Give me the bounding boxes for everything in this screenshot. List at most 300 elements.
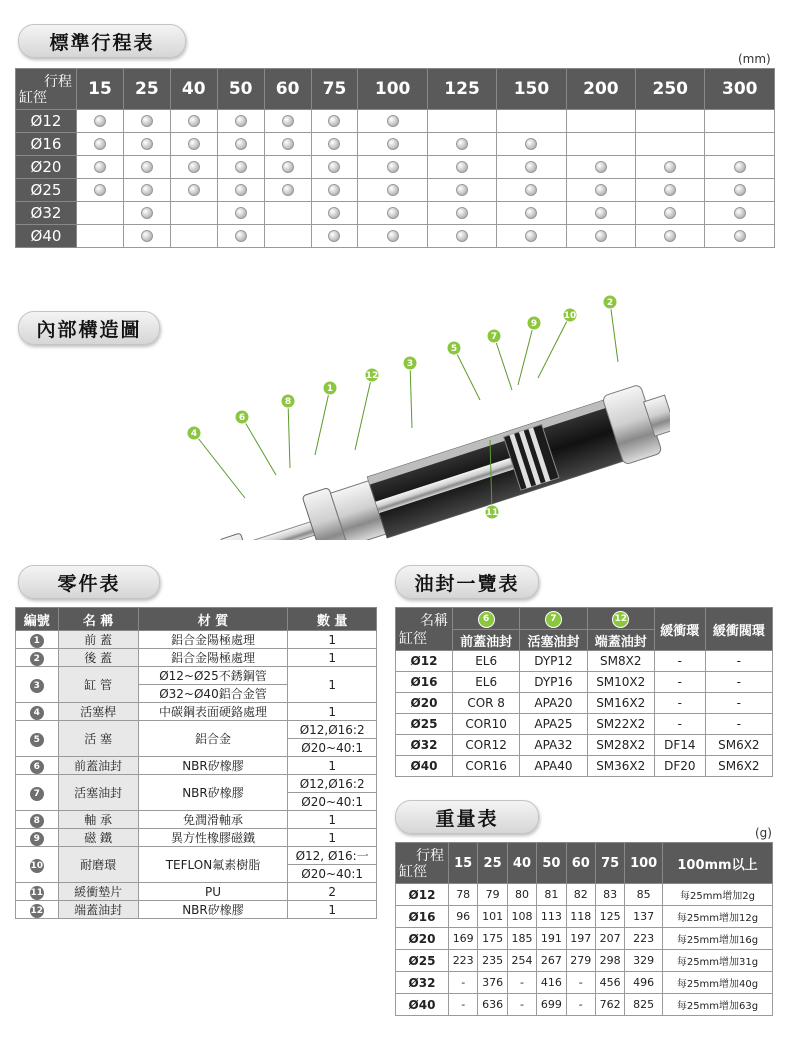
seals-cell: COR16 bbox=[453, 756, 520, 777]
seals-header-cushion-ring: 緩衝環 bbox=[654, 608, 705, 651]
stroke-row bbox=[16, 225, 775, 248]
weight-cell: 185 bbox=[507, 928, 536, 950]
weight-cell: 每25mm增加16g bbox=[662, 928, 772, 950]
part-number-badge: 11 bbox=[30, 887, 44, 898]
parts-name: 前 蓋 bbox=[58, 631, 138, 649]
seals-cell: SM22X2 bbox=[587, 714, 654, 735]
seals-row bbox=[396, 756, 773, 777]
stroke-cell bbox=[311, 179, 358, 202]
stroke-bore: Ø12 bbox=[16, 110, 77, 133]
stroke-cell bbox=[123, 133, 170, 156]
stroke-cell bbox=[264, 133, 311, 156]
seals-cell: - bbox=[705, 693, 772, 714]
weight-cell: 每25mm增加31g bbox=[662, 950, 772, 972]
available-dot-icon bbox=[387, 230, 399, 242]
stroke-cell bbox=[123, 202, 170, 225]
seals-cell: APA40 bbox=[520, 756, 587, 777]
parts-name: 耐磨環 bbox=[58, 847, 138, 883]
seals-cell: - bbox=[654, 672, 705, 693]
parts-name: 磁 鐵 bbox=[58, 829, 138, 847]
stroke-cell bbox=[311, 133, 358, 156]
parts-material: 鋁合金陽極處理 bbox=[138, 631, 288, 649]
weight-cell: 78 bbox=[449, 884, 478, 906]
parts-row bbox=[16, 649, 377, 667]
stroke-cell bbox=[77, 179, 124, 202]
parts-name: 活塞桿 bbox=[58, 703, 138, 721]
stroke-cell bbox=[264, 179, 311, 202]
stroke-table bbox=[15, 68, 775, 248]
available-dot-icon bbox=[328, 184, 340, 196]
available-dot-icon bbox=[235, 161, 247, 173]
weight-cell: 223 bbox=[625, 928, 663, 950]
stroke-cell bbox=[636, 110, 705, 133]
callout-10 bbox=[563, 308, 577, 322]
stroke-cell bbox=[566, 110, 635, 133]
weight-bore: Ø32 bbox=[396, 972, 449, 994]
callout-2 bbox=[603, 295, 617, 309]
parts-no bbox=[16, 667, 59, 703]
parts-qty: 1 bbox=[288, 811, 377, 829]
stroke-cell bbox=[497, 133, 566, 156]
cylinder-diagram bbox=[150, 290, 670, 540]
seals-cell: - bbox=[654, 693, 705, 714]
available-dot-icon bbox=[188, 161, 200, 173]
part-number-badge: 2 bbox=[30, 652, 44, 666]
weight-cell: - bbox=[566, 972, 595, 994]
available-dot-icon bbox=[235, 230, 247, 242]
weight-header: 40 bbox=[507, 843, 536, 884]
stroke-row bbox=[16, 179, 775, 202]
seals-row bbox=[396, 693, 773, 714]
stroke-cell bbox=[217, 225, 264, 248]
parts-material: 鋁合金 bbox=[138, 721, 288, 757]
available-dot-icon bbox=[141, 138, 153, 150]
callout-label: 12 bbox=[365, 371, 379, 381]
seals-row bbox=[396, 714, 773, 735]
parts-header-material: 材 質 bbox=[138, 608, 288, 631]
seals-bore: Ø25 bbox=[396, 714, 453, 735]
stroke-cell bbox=[358, 225, 427, 248]
stroke-header: 75 bbox=[311, 69, 358, 110]
seals-cell: SM6X2 bbox=[705, 756, 772, 777]
available-dot-icon bbox=[141, 207, 153, 219]
weight-cell: 496 bbox=[625, 972, 663, 994]
callout-label: 6 bbox=[238, 413, 246, 423]
callout-label: 2 bbox=[606, 298, 614, 308]
available-dot-icon bbox=[328, 138, 340, 150]
stroke-section-title: 標準行程表 bbox=[18, 24, 186, 58]
stroke-cell bbox=[123, 225, 170, 248]
weight-cell: 254 bbox=[507, 950, 536, 972]
stroke-header: 15 bbox=[77, 69, 124, 110]
available-dot-icon bbox=[141, 115, 153, 127]
available-dot-icon bbox=[734, 161, 746, 173]
seals-cell: COR12 bbox=[453, 735, 520, 756]
weight-cell: 223 bbox=[449, 950, 478, 972]
weight-cell: 每25mm增加2g bbox=[662, 884, 772, 906]
callout-label: 8 bbox=[284, 397, 292, 407]
parts-row bbox=[16, 847, 377, 865]
stroke-header: 150 bbox=[497, 69, 566, 110]
part-number-badge: 5 bbox=[30, 733, 44, 747]
weight-cell: 191 bbox=[537, 928, 566, 950]
stroke-cell bbox=[497, 179, 566, 202]
parts-no bbox=[16, 703, 59, 721]
available-dot-icon bbox=[328, 161, 340, 173]
parts-section-title: 零件表 bbox=[18, 565, 160, 599]
seals-cell: APA25 bbox=[520, 714, 587, 735]
stroke-cell bbox=[427, 179, 496, 202]
stroke-cell bbox=[636, 225, 705, 248]
seals-cell: COR 8 bbox=[453, 693, 520, 714]
weight-cell: 298 bbox=[595, 950, 624, 972]
available-dot-icon bbox=[188, 138, 200, 150]
weight-cell: 137 bbox=[625, 906, 663, 928]
stroke-cell bbox=[123, 179, 170, 202]
weight-header: 100 bbox=[625, 843, 663, 884]
available-dot-icon bbox=[456, 184, 468, 196]
stroke-bore: Ø40 bbox=[16, 225, 77, 248]
weight-corner-bottom: 缸徑 bbox=[399, 864, 427, 880]
weight-cell: 376 bbox=[478, 972, 507, 994]
weight-cell: 101 bbox=[478, 906, 507, 928]
stroke-row bbox=[16, 110, 775, 133]
weight-cell: 329 bbox=[625, 950, 663, 972]
parts-material: Ø12~Ø25不銹鋼管 bbox=[138, 667, 288, 685]
weight-cell: 113 bbox=[537, 906, 566, 928]
available-dot-icon bbox=[188, 184, 200, 196]
seals-cell: DYP16 bbox=[520, 672, 587, 693]
seals-cell: EL6 bbox=[453, 651, 520, 672]
stroke-cell bbox=[427, 225, 496, 248]
available-dot-icon bbox=[595, 184, 607, 196]
stroke-cell bbox=[217, 133, 264, 156]
parts-row bbox=[16, 667, 377, 685]
stroke-cell bbox=[566, 156, 635, 179]
parts-qty: 1 bbox=[288, 703, 377, 721]
weight-section-title: 重量表 bbox=[395, 800, 539, 834]
stroke-cell bbox=[497, 110, 566, 133]
weight-cell: 79 bbox=[478, 884, 507, 906]
parts-qty: Ø12,Ø16:2 bbox=[288, 775, 377, 793]
stroke-cell bbox=[264, 110, 311, 133]
seals-cell: SM10X2 bbox=[587, 672, 654, 693]
weight-header: 60 bbox=[566, 843, 595, 884]
available-dot-icon bbox=[94, 161, 106, 173]
available-dot-icon bbox=[456, 161, 468, 173]
weight-cell: 762 bbox=[595, 994, 624, 1016]
stroke-bore: Ø16 bbox=[16, 133, 77, 156]
stroke-cell bbox=[170, 202, 217, 225]
weight-row bbox=[396, 884, 773, 906]
part-number-badge: 12 bbox=[30, 905, 44, 916]
parts-name: 端蓋油封 bbox=[58, 901, 138, 919]
stroke-cell bbox=[264, 225, 311, 248]
seals-cell: DYP12 bbox=[520, 651, 587, 672]
stroke-cell bbox=[497, 225, 566, 248]
seals-cell: APA20 bbox=[520, 693, 587, 714]
weight-cell: - bbox=[449, 994, 478, 1016]
callout-label: 5 bbox=[450, 344, 458, 354]
stroke-cell bbox=[123, 156, 170, 179]
available-dot-icon bbox=[141, 161, 153, 173]
available-dot-icon bbox=[94, 184, 106, 196]
available-dot-icon bbox=[525, 184, 537, 196]
stroke-cell bbox=[217, 110, 264, 133]
seals-cell: - bbox=[705, 672, 772, 693]
parts-no bbox=[16, 631, 59, 649]
stroke-cell bbox=[358, 133, 427, 156]
parts-row bbox=[16, 811, 377, 829]
parts-qty: 1 bbox=[288, 649, 377, 667]
parts-material: 免潤滑軸承 bbox=[138, 811, 288, 829]
parts-material: 異方性橡膠磁鐵 bbox=[138, 829, 288, 847]
weight-cell: 267 bbox=[537, 950, 566, 972]
stroke-cell bbox=[311, 156, 358, 179]
stroke-cell bbox=[77, 133, 124, 156]
available-dot-icon bbox=[282, 184, 294, 196]
callout-9 bbox=[527, 316, 541, 330]
stroke-cell bbox=[311, 110, 358, 133]
seals-header-end-seal: 端蓋油封 bbox=[587, 630, 654, 651]
parts-no bbox=[16, 757, 59, 775]
stroke-cell bbox=[217, 202, 264, 225]
parts-qty: 1 bbox=[288, 901, 377, 919]
parts-qty: Ø20~40:1 bbox=[288, 739, 377, 757]
weight-cell: 每25mm增加40g bbox=[662, 972, 772, 994]
callout-4 bbox=[187, 426, 201, 440]
parts-header-no: 編號 bbox=[16, 608, 59, 631]
available-dot-icon bbox=[525, 230, 537, 242]
weight-cell: 279 bbox=[566, 950, 595, 972]
weight-corner-top: 行程 bbox=[416, 848, 444, 864]
weight-bore: Ø25 bbox=[396, 950, 449, 972]
part-number-badge: 9 bbox=[30, 832, 44, 846]
available-dot-icon bbox=[456, 230, 468, 242]
seals-cell: - bbox=[705, 651, 772, 672]
seals-corner-bottom: 缸徑 bbox=[399, 631, 427, 647]
stroke-cell bbox=[636, 202, 705, 225]
weight-bore: Ø40 bbox=[396, 994, 449, 1016]
weight-row bbox=[396, 928, 773, 950]
callout-label: 11 bbox=[485, 508, 499, 518]
weight-header: 100mm以上 bbox=[662, 843, 772, 884]
parts-material: NBR矽橡膠 bbox=[138, 775, 288, 811]
stroke-cell bbox=[170, 179, 217, 202]
stroke-cell bbox=[358, 110, 427, 133]
seals-row bbox=[396, 651, 773, 672]
stroke-cell bbox=[358, 202, 427, 225]
parts-qty: 1 bbox=[288, 757, 377, 775]
stroke-header: 250 bbox=[636, 69, 705, 110]
stroke-row bbox=[16, 202, 775, 225]
available-dot-icon bbox=[734, 207, 746, 219]
weight-cell: - bbox=[507, 994, 536, 1016]
stroke-cell bbox=[705, 133, 775, 156]
available-dot-icon bbox=[235, 207, 247, 219]
parts-row bbox=[16, 631, 377, 649]
seals-cell: EL6 bbox=[453, 672, 520, 693]
stroke-header: 25 bbox=[123, 69, 170, 110]
parts-row bbox=[16, 883, 377, 901]
parts-name: 緩衝墊片 bbox=[58, 883, 138, 901]
stroke-cell bbox=[123, 110, 170, 133]
seals-cell: SM28X2 bbox=[587, 735, 654, 756]
weight-cell: 169 bbox=[449, 928, 478, 950]
available-dot-icon bbox=[595, 161, 607, 173]
seals-cell: SM16X2 bbox=[587, 693, 654, 714]
weight-row bbox=[396, 906, 773, 928]
stroke-cell bbox=[705, 225, 775, 248]
seals-cell: DF20 bbox=[654, 756, 705, 777]
available-dot-icon bbox=[94, 138, 106, 150]
available-dot-icon bbox=[235, 115, 247, 127]
stroke-header: 40 bbox=[170, 69, 217, 110]
parts-row bbox=[16, 703, 377, 721]
stroke-bore: Ø25 bbox=[16, 179, 77, 202]
stroke-cell bbox=[705, 179, 775, 202]
parts-no bbox=[16, 883, 59, 901]
part-number-badge: 6 bbox=[30, 760, 44, 774]
parts-row bbox=[16, 829, 377, 847]
stroke-cell bbox=[566, 202, 635, 225]
parts-material: NBR矽橡膠 bbox=[138, 901, 288, 919]
part-number-badge: 4 bbox=[30, 706, 44, 720]
stroke-header: 200 bbox=[566, 69, 635, 110]
seals-row bbox=[396, 672, 773, 693]
seals-bore: Ø12 bbox=[396, 651, 453, 672]
seals-cell: SM36X2 bbox=[587, 756, 654, 777]
stroke-cell bbox=[77, 156, 124, 179]
seals-header-front-seal: 前蓋油封 bbox=[453, 630, 520, 651]
stroke-cell bbox=[636, 156, 705, 179]
stroke-row bbox=[16, 133, 775, 156]
available-dot-icon bbox=[94, 115, 106, 127]
stroke-bore: Ø20 bbox=[16, 156, 77, 179]
stroke-cell bbox=[636, 179, 705, 202]
available-dot-icon bbox=[235, 184, 247, 196]
parts-name: 缸 管 bbox=[58, 667, 138, 703]
parts-qty: 1 bbox=[288, 631, 377, 649]
parts-qty: Ø20~40:1 bbox=[288, 793, 377, 811]
parts-no bbox=[16, 829, 59, 847]
available-dot-icon bbox=[387, 138, 399, 150]
callout-label: 3 bbox=[406, 359, 414, 369]
stroke-cell bbox=[311, 225, 358, 248]
parts-name: 前蓋油封 bbox=[58, 757, 138, 775]
weight-cell: 每25mm增加63g bbox=[662, 994, 772, 1016]
available-dot-icon bbox=[387, 115, 399, 127]
part-number-badge: 1 bbox=[30, 634, 44, 648]
seals-cell: COR10 bbox=[453, 714, 520, 735]
parts-row bbox=[16, 901, 377, 919]
stroke-cell bbox=[311, 202, 358, 225]
weight-cell: 82 bbox=[566, 884, 595, 906]
available-dot-icon bbox=[595, 207, 607, 219]
seals-bore: Ø40 bbox=[396, 756, 453, 777]
weight-header: 75 bbox=[595, 843, 624, 884]
available-dot-icon bbox=[664, 207, 676, 219]
weight-cell: 175 bbox=[478, 928, 507, 950]
stroke-corner-top: 行程 bbox=[44, 74, 72, 90]
parts-header-name: 名 稱 bbox=[58, 608, 138, 631]
parts-material: TEFLON氟素樹脂 bbox=[138, 847, 288, 883]
available-dot-icon bbox=[282, 161, 294, 173]
seals-table bbox=[395, 607, 773, 777]
stroke-cell bbox=[170, 110, 217, 133]
part-number-badge: 3 bbox=[30, 679, 44, 693]
stroke-cell bbox=[566, 225, 635, 248]
weight-cell: 80 bbox=[507, 884, 536, 906]
seals-num-7: 7 bbox=[545, 611, 562, 628]
parts-no bbox=[16, 811, 59, 829]
seals-bore: Ø32 bbox=[396, 735, 453, 756]
available-dot-icon bbox=[734, 230, 746, 242]
available-dot-icon bbox=[664, 161, 676, 173]
seals-cell: - bbox=[705, 714, 772, 735]
parts-row bbox=[16, 721, 377, 739]
stroke-bore: Ø32 bbox=[16, 202, 77, 225]
parts-no bbox=[16, 721, 59, 757]
weight-cell: 108 bbox=[507, 906, 536, 928]
weight-cell: 197 bbox=[566, 928, 595, 950]
available-dot-icon bbox=[525, 138, 537, 150]
available-dot-icon bbox=[595, 230, 607, 242]
weight-header: 25 bbox=[478, 843, 507, 884]
seals-num-6: 6 bbox=[478, 611, 495, 628]
weight-cell: 125 bbox=[595, 906, 624, 928]
seals-cell: SM8X2 bbox=[587, 651, 654, 672]
weight-cell: 118 bbox=[566, 906, 595, 928]
callout-3 bbox=[403, 356, 417, 370]
available-dot-icon bbox=[525, 207, 537, 219]
weight-cell: 85 bbox=[625, 884, 663, 906]
stroke-header: 300 bbox=[705, 69, 775, 110]
available-dot-icon bbox=[387, 184, 399, 196]
parts-table bbox=[15, 607, 377, 919]
parts-material: Ø32~Ø40鋁合金管 bbox=[138, 685, 288, 703]
parts-material: NBR矽橡膠 bbox=[138, 757, 288, 775]
callout-label: 7 bbox=[490, 332, 498, 342]
parts-name: 活 塞 bbox=[58, 721, 138, 757]
weight-header: 50 bbox=[537, 843, 566, 884]
weight-cell: 81 bbox=[537, 884, 566, 906]
callout-5 bbox=[447, 341, 461, 355]
parts-material: 中碳鋼表面硬鉻處理 bbox=[138, 703, 288, 721]
stroke-cell bbox=[77, 225, 124, 248]
weight-row bbox=[396, 994, 773, 1016]
weight-bore: Ø20 bbox=[396, 928, 449, 950]
seals-cell: APA32 bbox=[520, 735, 587, 756]
available-dot-icon bbox=[328, 115, 340, 127]
parts-material: PU bbox=[138, 883, 288, 901]
available-dot-icon bbox=[664, 184, 676, 196]
stroke-cell bbox=[705, 156, 775, 179]
parts-no bbox=[16, 847, 59, 883]
callout-12 bbox=[365, 368, 379, 382]
stroke-cell bbox=[705, 202, 775, 225]
weight-cell: - bbox=[449, 972, 478, 994]
stroke-cell bbox=[497, 156, 566, 179]
stroke-cell bbox=[427, 133, 496, 156]
callout-11 bbox=[485, 505, 499, 519]
seals-bore: Ø16 bbox=[396, 672, 453, 693]
stroke-header: 60 bbox=[264, 69, 311, 110]
stroke-unit: (mm) bbox=[738, 52, 771, 66]
stroke-corner-bottom: 缸徑 bbox=[19, 90, 47, 106]
available-dot-icon bbox=[328, 207, 340, 219]
weight-cell: 235 bbox=[478, 950, 507, 972]
